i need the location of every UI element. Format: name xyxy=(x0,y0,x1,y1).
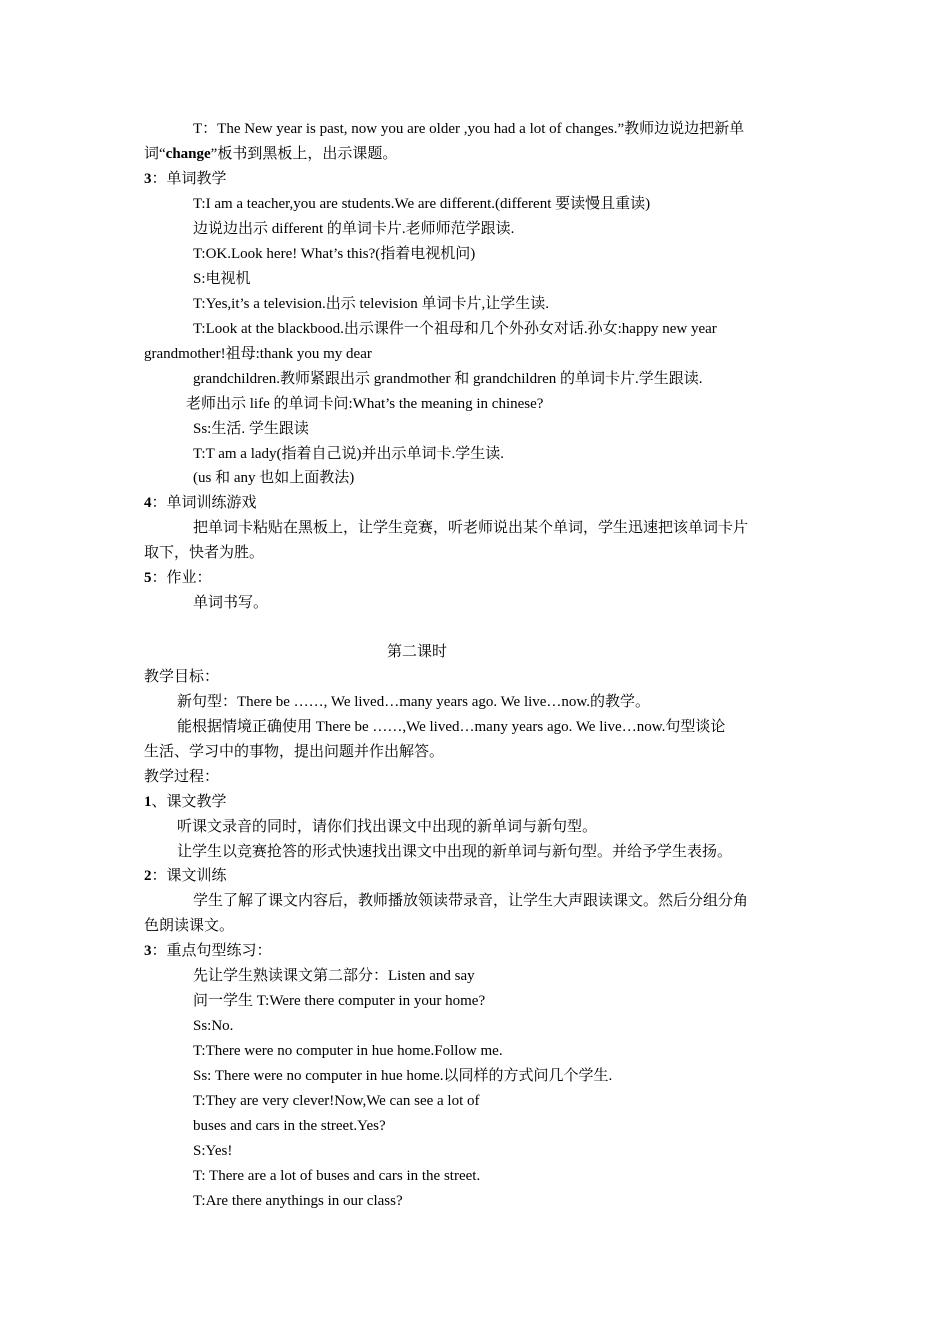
intro-line: 词“change”板书到黑板上，出示课题。 xyxy=(144,146,398,162)
body-line: Ss:No. xyxy=(193,1018,234,1034)
section-title: 教学目标： xyxy=(144,669,220,685)
body-line: S:Yes! xyxy=(193,1143,233,1159)
body-line: 老师出示 life 的单词卡问:What’s the meaning in chinese? xyxy=(186,396,544,412)
body-line: 学生了解了课文内容后，教师播放领读带录音，让学生大声跟读课文。然后分组分角 xyxy=(193,893,749,909)
body-line: T:OK.Look here! What’s this?(指着电视机问) xyxy=(193,246,476,262)
body-line: grandmother!祖母:thank you my dear xyxy=(144,346,372,362)
body-line: 先让学生熟读课文第二部分：Listen and say xyxy=(193,968,475,984)
body-line: 边说边出示 different 的单词卡片.老师师范学跟读. xyxy=(193,221,515,237)
section-title: 教学过程： xyxy=(144,769,220,785)
keyword-change: change xyxy=(165,146,211,162)
section-heading: 5：作业： xyxy=(144,570,212,586)
body-line: 让学生以竞赛抢答的形式快速找出课文中出现的新单词与新句型。并给予学生表扬。 xyxy=(177,844,733,860)
body-line: 听课文录音的同时，请你们找出课文中出现的新单词与新句型。 xyxy=(177,819,598,835)
body-line: T:I am a teacher,you are students.We are different.(different 要读慢且重读) xyxy=(193,196,651,212)
body-line: 单词书写。 xyxy=(193,595,269,611)
body-line: buses and cars in the street.Yes? xyxy=(193,1118,386,1134)
section-heading: 1、课文教学 xyxy=(144,794,227,810)
body-line: S:电视机 xyxy=(193,271,251,287)
body-line: T:Yes,it’s a television.出示 television 单词卡片,让学生读. xyxy=(193,296,550,312)
section-heading: 4：单词训练游戏 xyxy=(144,495,257,511)
body-line: T:Look at the blackbood.出示课件一个祖母和几个外孙女对话.孙女:happy new year xyxy=(193,321,717,337)
section-heading: 3：重点句型练习： xyxy=(144,943,272,959)
body-line: 能根据情境正确使用 There be ……,We lived…many years ago. We live…now.句型谈论 xyxy=(177,719,726,735)
body-line: T:There were no computer in hue home.Follow me. xyxy=(193,1043,503,1059)
body-line: grandchildren.教师紧跟出示 grandmother 和 grandchildren 的单词卡片.学生跟读. xyxy=(193,371,703,387)
body-line: 取下，快者为胜。 xyxy=(144,545,265,561)
body-line: Ss: There were no computer in hue home.以同样的方式问几个学生. xyxy=(193,1068,613,1084)
intro-line: T：The New year is past, now you are older ,you had a lot of changes.”教师边说边把新单 xyxy=(193,121,745,137)
body-line: 生活、学习中的事物，提出问题并作出解答。 xyxy=(144,744,445,760)
body-line: 色朗读课文。 xyxy=(144,918,235,934)
body-line: 问一学生 T:Were there computer in your home? xyxy=(193,993,486,1009)
body-line: 把单词卡粘贴在黑板上，让学生竞赛，听老师说出某个单词，学生迅速把该单词卡片 xyxy=(193,520,749,536)
body-line: T:Are there anythings in our class? xyxy=(193,1193,403,1209)
body-line: T: There are a lot of buses and cars in the street. xyxy=(193,1168,481,1184)
body-line: T:They are very clever!Now,We can see a lot of xyxy=(193,1093,480,1109)
section-heading: 3：单词教学 xyxy=(144,171,227,187)
lesson-heading: 第二课时 xyxy=(387,644,448,660)
body-line: 新句型：There be ……, We lived…many years ago. We live…now.的教学。 xyxy=(177,694,651,710)
body-line: Ss:生活. 学生跟读 xyxy=(193,421,309,437)
body-line: (us 和 any 也如上面教法) xyxy=(193,470,355,486)
body-line: T:T am a lady(指着自己说)并出示单词卡.学生读. xyxy=(193,446,505,462)
section-heading: 2：课文训练 xyxy=(144,868,227,884)
